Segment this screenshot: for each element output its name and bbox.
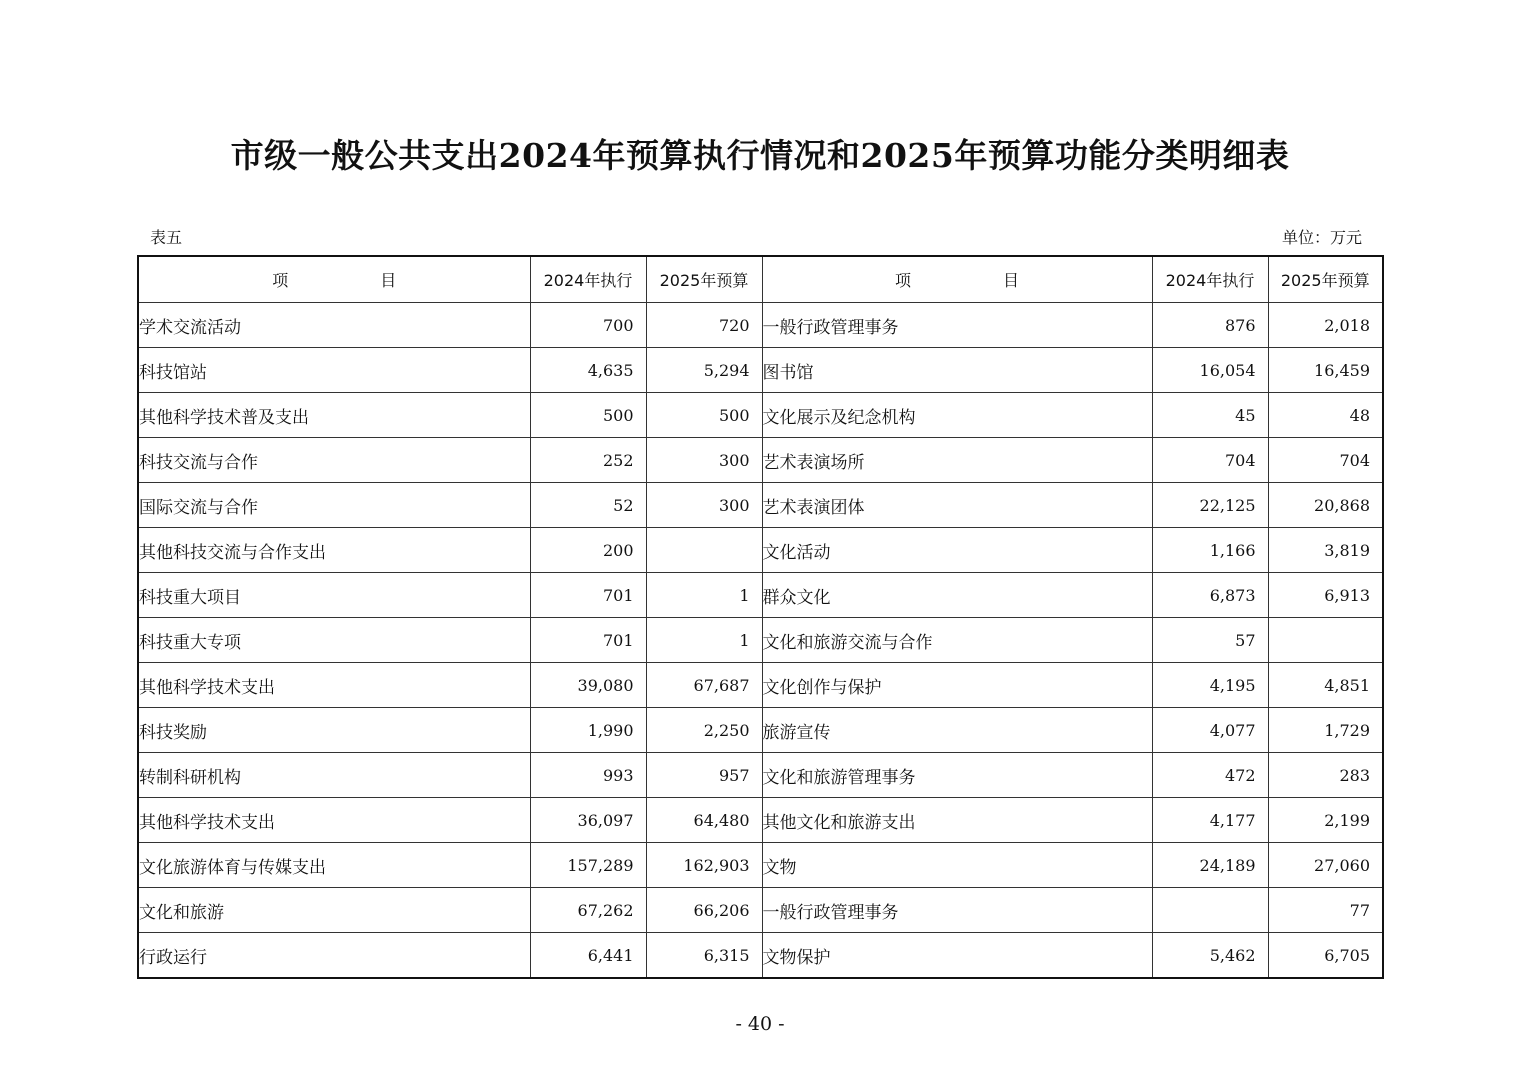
left-budget-2025-cell: 957 xyxy=(646,753,762,798)
left-item-name: 科技重大专项 xyxy=(138,618,530,663)
unit-label: 单位：万元 xyxy=(1281,228,1362,247)
right-item-name: 其他文化和旅游支出 xyxy=(762,798,1152,843)
left-exec-2024-cell: 1,990 xyxy=(530,708,646,753)
right-budget-2025-cell: 27,060 xyxy=(1268,843,1383,888)
right-exec-2024-cell: 4,077 xyxy=(1152,708,1268,753)
right-item-name: 群众文化 xyxy=(762,573,1152,618)
left-budget-2025-cell xyxy=(646,528,762,573)
left-budget-2025-cell: 5,294 xyxy=(646,348,762,393)
right-item-name: 艺术表演团体 xyxy=(762,483,1152,528)
left-exec-2024-cell: 252 xyxy=(530,438,646,483)
right-budget-2025-cell: 4,851 xyxy=(1268,663,1383,708)
left-budget-2025-cell: 64,480 xyxy=(646,798,762,843)
right-budget-2025-cell: 48 xyxy=(1268,393,1383,438)
right-item-name: 文物 xyxy=(762,843,1152,888)
item-header-char-2: 目 xyxy=(1003,271,1020,290)
left-budget-2025-cell: 720 xyxy=(646,303,762,348)
left-budget-2025-cell: 67,687 xyxy=(646,663,762,708)
right-item-name: 文化展示及纪念机构 xyxy=(762,393,1152,438)
left-exec-2024-cell: 700 xyxy=(530,303,646,348)
left-exec-2024-cell: 67,262 xyxy=(530,888,646,933)
left-budget-2025-cell: 300 xyxy=(646,483,762,528)
item-header-char-1: 项 xyxy=(894,271,911,290)
left-exec-2024-cell: 4,635 xyxy=(530,348,646,393)
left-budget-2025-cell: 162,903 xyxy=(646,843,762,888)
left-exec-2024-cell: 993 xyxy=(530,753,646,798)
table-body xyxy=(138,303,1383,979)
right-item-header xyxy=(762,256,1152,303)
right-exec-2024-header: 2024年执行 xyxy=(1152,256,1268,303)
right-budget-2025-cell: 1,729 xyxy=(1268,708,1383,753)
right-exec-2024-cell: 472 xyxy=(1152,753,1268,798)
left-budget-2025-cell: 66,206 xyxy=(646,888,762,933)
table-row xyxy=(138,753,1383,798)
right-budget-2025-cell: 3,819 xyxy=(1268,528,1383,573)
right-item-name: 文物保护 xyxy=(762,933,1152,979)
item-header-char-2: 目 xyxy=(380,271,397,290)
table-row xyxy=(138,528,1383,573)
right-item-name: 艺术表演场所 xyxy=(762,438,1152,483)
left-item-name: 转制科研机构 xyxy=(138,753,530,798)
left-budget-2025-cell: 1 xyxy=(646,618,762,663)
table-row xyxy=(138,618,1383,663)
right-budget-2025-cell: 77 xyxy=(1268,888,1383,933)
right-item-name: 旅游宣传 xyxy=(762,708,1152,753)
right-exec-2024-cell: 704 xyxy=(1152,438,1268,483)
table-label: 表五 xyxy=(150,228,183,247)
right-exec-2024-cell: 1,166 xyxy=(1152,528,1268,573)
left-exec-2024-cell: 36,097 xyxy=(530,798,646,843)
right-exec-2024-cell: 24,189 xyxy=(1152,843,1268,888)
table-row xyxy=(138,933,1383,979)
right-budget-2025-cell: 6,705 xyxy=(1268,933,1383,979)
right-budget-2025-cell: 6,913 xyxy=(1268,573,1383,618)
left-exec-2024-cell: 500 xyxy=(530,393,646,438)
table-row xyxy=(138,888,1383,933)
right-exec-2024-cell: 5,462 xyxy=(1152,933,1268,979)
left-budget-2025-cell: 500 xyxy=(646,393,762,438)
right-item-name: 文化和旅游交流与合作 xyxy=(762,618,1152,663)
table-row xyxy=(138,303,1383,348)
budget-table xyxy=(137,255,1384,979)
table-row xyxy=(138,843,1383,888)
right-item-name: 一般行政管理事务 xyxy=(762,888,1152,933)
right-exec-2024-cell: 6,873 xyxy=(1152,573,1268,618)
left-item-name: 行政运行 xyxy=(138,933,530,979)
right-budget-2025-cell: 2,018 xyxy=(1268,303,1383,348)
left-exec-2024-cell: 6,441 xyxy=(530,933,646,979)
right-exec-2024-cell: 16,054 xyxy=(1152,348,1268,393)
left-item-name: 文化和旅游 xyxy=(138,888,530,933)
left-item-name: 科技交流与合作 xyxy=(138,438,530,483)
left-budget-2025-cell: 300 xyxy=(646,438,762,483)
left-item-name: 学术交流活动 xyxy=(138,303,530,348)
table-row xyxy=(138,393,1383,438)
right-budget-2025-cell: 704 xyxy=(1268,438,1383,483)
item-header-char-1: 项 xyxy=(272,271,289,290)
right-exec-2024-cell xyxy=(1152,888,1268,933)
right-budget-2025-cell: 2,199 xyxy=(1268,798,1383,843)
left-item-name: 其他科学技术支出 xyxy=(138,663,530,708)
right-exec-2024-cell: 22,125 xyxy=(1152,483,1268,528)
table-row xyxy=(138,348,1383,393)
left-exec-2024-cell: 701 xyxy=(530,573,646,618)
right-item-name: 文化活动 xyxy=(762,528,1152,573)
left-budget-2025-cell: 2,250 xyxy=(646,708,762,753)
left-exec-2024-cell: 157,289 xyxy=(530,843,646,888)
left-exec-2024-cell: 701 xyxy=(530,618,646,663)
left-item-name: 其他科学技术普及支出 xyxy=(138,393,530,438)
right-budget-2025-cell xyxy=(1268,618,1383,663)
page-number: - 40 - xyxy=(735,1013,785,1035)
left-budget-2025-cell: 6,315 xyxy=(646,933,762,979)
table-row xyxy=(138,798,1383,843)
right-exec-2024-cell: 4,195 xyxy=(1152,663,1268,708)
left-exec-2024-header: 2024年执行 xyxy=(530,256,646,303)
right-exec-2024-cell: 45 xyxy=(1152,393,1268,438)
left-exec-2024-cell: 200 xyxy=(530,528,646,573)
left-budget-2025-header: 2025年预算 xyxy=(646,256,762,303)
left-item-name: 国际交流与合作 xyxy=(138,483,530,528)
page-title: 市级一般公共支出2024年预算执行情况和2025年预算功能分类明细表 xyxy=(230,136,1290,175)
right-budget-2025-header: 2025年预算 xyxy=(1268,256,1383,303)
right-item-name: 文化和旅游管理事务 xyxy=(762,753,1152,798)
header-row xyxy=(138,256,1383,303)
left-exec-2024-cell: 52 xyxy=(530,483,646,528)
table-row xyxy=(138,573,1383,618)
right-item-name: 一般行政管理事务 xyxy=(762,303,1152,348)
right-budget-2025-cell: 16,459 xyxy=(1268,348,1383,393)
left-item-name: 科技馆站 xyxy=(138,348,530,393)
left-item-name: 科技重大项目 xyxy=(138,573,530,618)
left-item-header xyxy=(138,256,530,303)
left-budget-2025-cell: 1 xyxy=(646,573,762,618)
right-exec-2024-cell: 4,177 xyxy=(1152,798,1268,843)
right-item-name: 图书馆 xyxy=(762,348,1152,393)
table-row xyxy=(138,708,1383,753)
left-item-name: 其他科技交流与合作支出 xyxy=(138,528,530,573)
left-item-name: 文化旅游体育与传媒支出 xyxy=(138,843,530,888)
right-item-name: 文化创作与保护 xyxy=(762,663,1152,708)
table-row xyxy=(138,438,1383,483)
left-item-name: 其他科学技术支出 xyxy=(138,798,530,843)
right-exec-2024-cell: 876 xyxy=(1152,303,1268,348)
right-budget-2025-cell: 283 xyxy=(1268,753,1383,798)
left-exec-2024-cell: 39,080 xyxy=(530,663,646,708)
left-item-name: 科技奖励 xyxy=(138,708,530,753)
table-row xyxy=(138,663,1383,708)
right-budget-2025-cell: 20,868 xyxy=(1268,483,1383,528)
table-row xyxy=(138,483,1383,528)
right-exec-2024-cell: 57 xyxy=(1152,618,1268,663)
